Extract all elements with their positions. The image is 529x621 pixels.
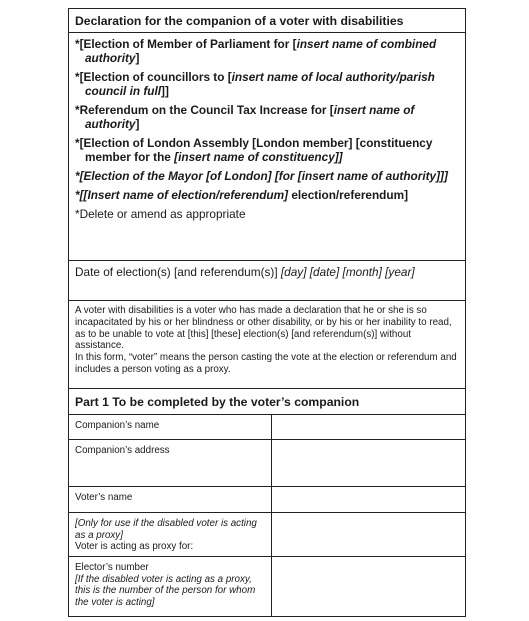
elector-number-note: [If the disabled voter is acting as a proxy, this is the number of the person for whom the voter is acting] <box>75 573 256 608</box>
proxy-for-label: Voter is acting as proxy for: <box>75 541 194 553</box>
explanation-note <box>69 301 465 389</box>
proxy-row <box>69 513 465 557</box>
election-list <box>69 33 465 261</box>
explanation-paragraph-2: In this form, “voter” means the person casting the vote at the election or referendum and includes a person voting as a proxy. <box>75 352 457 375</box>
election-item-london-assembly: *[Election of London Assembly [London member] [constituency member for the [insert name of constituency]] <box>75 136 433 164</box>
companion-address-label: Companion’s address <box>69 440 272 486</box>
election-date <box>69 261 465 301</box>
form-title: Declaration for the companion of a voter with disabilities <box>69 9 465 33</box>
part1-heading: Part 1 To be completed by the voter’s companion <box>69 389 465 415</box>
elector-number-title: Elector’s number <box>75 562 149 573</box>
companion-address-field[interactable] <box>272 440 465 486</box>
delete-note: *Delete or amend as appropriate <box>75 207 246 221</box>
election-item-council-tax: *Referendum on the Council Tax Increase for [insert name of authority] <box>75 103 415 131</box>
companion-name-row <box>69 415 465 440</box>
elector-number-label <box>69 557 272 616</box>
date-label: Date of election(s) [and referendum(s)] <box>75 265 281 279</box>
election-item-other: *[[Insert name of election/referendum] election/referendum] <box>75 188 409 202</box>
companion-name-label: Companion’s name <box>69 415 272 439</box>
companion-address-row <box>69 440 465 487</box>
explanation-paragraph-1: A voter with disabilities is a voter who has made a declaration that he or she is so incapacitated by his or her blindness or other disability, or by his or her inability to read, as to be unable to vote at [this] [these] election(s) [and referendum(s)] without assistance. <box>75 305 452 352</box>
election-item-mayor: *[Election of the Mayor [of London] [for [insert name of authority]]] <box>75 169 448 183</box>
proxy-field[interactable] <box>272 513 465 556</box>
proxy-label <box>69 513 272 556</box>
election-item-councillors: *[Election of councillors to [insert name of local authority/parish council in full]] <box>75 70 435 98</box>
elector-number-field[interactable] <box>272 557 465 616</box>
voter-name-field[interactable] <box>272 487 465 512</box>
elector-number-row <box>69 557 465 616</box>
date-placeholder: [day] [date] [month] [year] <box>280 265 415 279</box>
companion-name-field[interactable] <box>272 415 465 439</box>
voter-name-label: Voter’s name <box>69 487 272 512</box>
election-item-mp: *[Election of Member of Parliament for [insert name of combined authority] <box>75 37 437 65</box>
proxy-note: [Only for use if the disabled voter is acting as a proxy] <box>75 518 257 541</box>
voter-name-row <box>69 487 465 513</box>
declaration-form <box>68 8 466 617</box>
